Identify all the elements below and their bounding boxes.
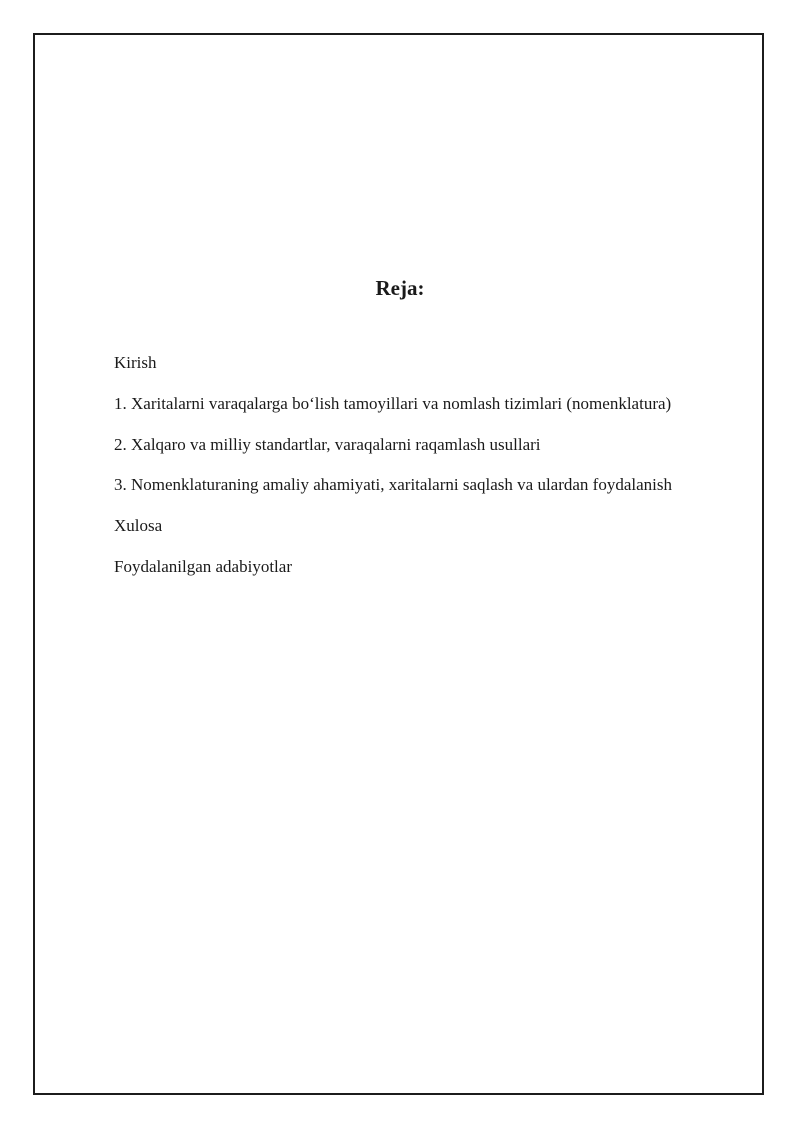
- plan-item-section-1: 1. Xaritalarni varaqalarga bo‘lish tamoyillari va nomlash tizimlari (nomenklatura): [114, 393, 672, 413]
- plan-item-section-2: 2. Xalqaro va milliy standartlar, varaqalarni raqamlash usullari: [114, 434, 541, 454]
- plan-item-section-3: 3. Nomenklaturaning amaliy ahamiyati, xaritalarni saqlash va ulardan foydalanish: [114, 475, 672, 495]
- plan-item-conclusion: Xulosa: [114, 516, 163, 536]
- plan-list: [114, 350, 672, 595]
- plan-item-introduction: Kirish: [114, 353, 157, 372]
- plan-item-references: Foydalanilgan adabiyotlar: [114, 556, 292, 576]
- page-title: Reja:: [375, 276, 425, 300]
